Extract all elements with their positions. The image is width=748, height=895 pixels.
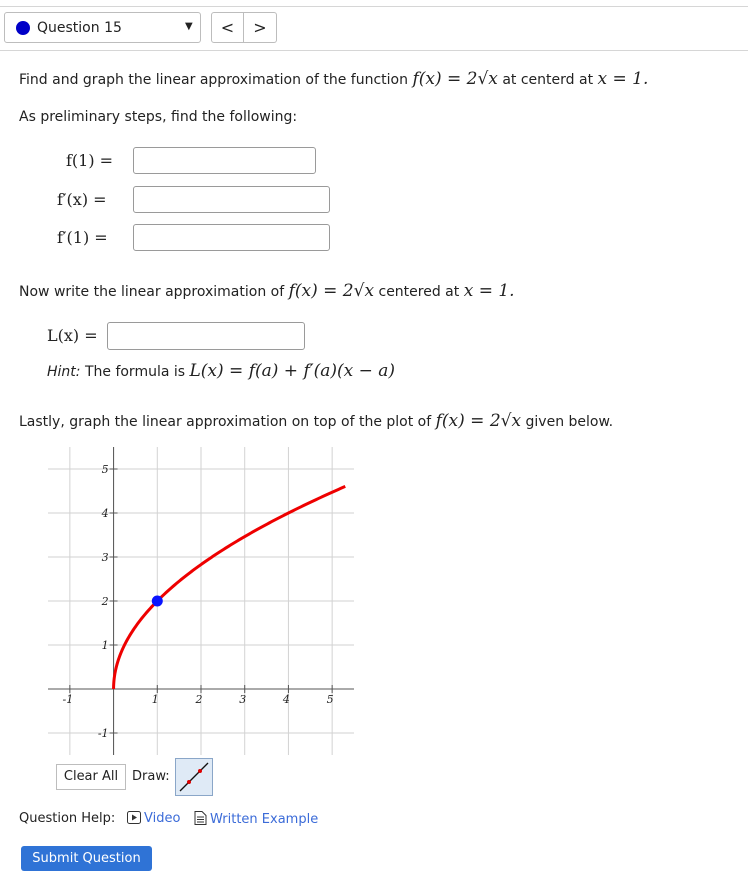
document-icon [194,811,207,825]
y-tick-label: -1 [97,727,109,740]
hint-prefix: Hint: [47,364,81,380]
y-tick-label: 3 [101,551,109,564]
function-graph[interactable] [48,447,354,755]
y-tick-label: 1 [101,639,109,652]
Lx-label: L(x) = [47,326,98,345]
x-tick-label: 1 [151,693,159,706]
fprime1-label: f′(1) = [57,228,108,247]
video-help-link[interactable]: Video [127,811,180,826]
y-tick-label: 4 [101,507,109,520]
y-tick-label: 5 [101,463,109,476]
fprime1-input[interactable] [133,224,330,251]
fprime-label: f′(x) = [57,190,107,209]
video-icon [127,811,141,824]
clear-all-button[interactable]: Clear All [56,764,126,790]
line-tool-icon [176,759,212,795]
problem-intro: Find and graph the linear approximation of the function f(x) = 2√x at centerd at x = 1. [19,69,649,89]
draw-label: Draw: [132,769,170,784]
next-question-button[interactable]: > [244,12,277,43]
linear-instructions: Now write the linear approximation of f(x) = 2√x centered at x = 1. [19,281,515,301]
question-label: Question 15 [37,20,122,36]
dropdown-caret-icon: ▼ [185,21,193,32]
y-tick-label: 2 [101,595,109,608]
function-curve [114,486,346,689]
x-tick-label: 2 [195,693,203,706]
x-tick-label: 5 [326,693,334,706]
prelim-instructions: As preliminary steps, find the following: [19,109,298,125]
x-tick-label: 3 [239,693,247,706]
status-dot-icon [16,21,30,35]
question-help-label: Question Help: [19,811,116,826]
question-selector[interactable] [4,12,201,43]
submit-question-button[interactable]: Submit Question [21,846,152,871]
Lx-input[interactable] [107,322,305,350]
previous-question-button[interactable]: < [211,12,244,43]
fprime-input[interactable] [133,186,330,213]
f1-label: f(1) = [66,151,114,170]
center-point [152,596,163,607]
x-tick-label: 4 [282,693,290,706]
graph-instructions: Lastly, graph the linear approximation on top of the plot of f(x) = 2√x given below. [19,411,614,431]
hint: Hint: The formula is L(x) = f(a) + f′(a)(x − a) [47,361,396,381]
f1-input[interactable] [133,147,316,174]
written-example-link[interactable]: Written Example [194,811,318,827]
x-tick-label: -1 [62,693,74,706]
line-draw-tool-button[interactable] [175,758,213,796]
